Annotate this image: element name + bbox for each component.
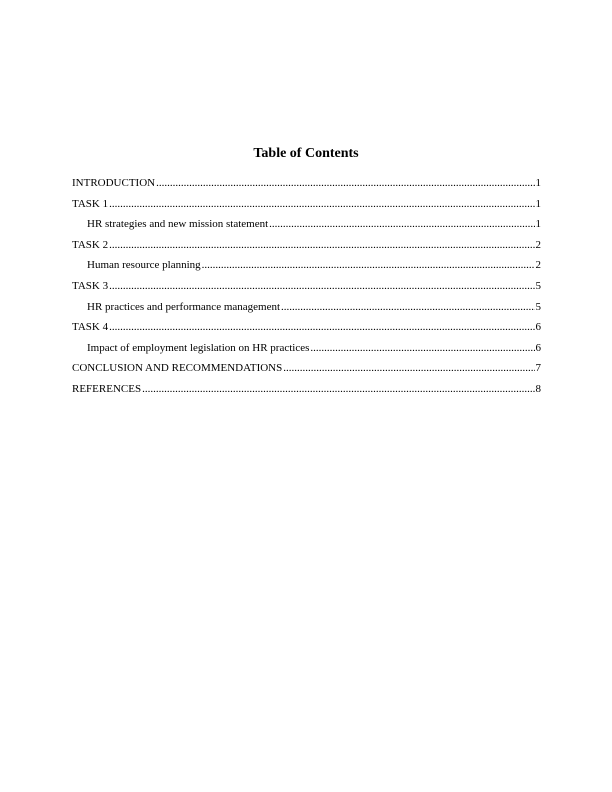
toc-entry-page-number: 2 — [535, 259, 541, 272]
toc-entry-page-number: 8 — [535, 382, 541, 395]
toc-entry-page-number: 1 — [535, 218, 541, 231]
toc-entry-page-number: 1 — [535, 177, 541, 189]
toc-entry-conclusion[interactable] — [72, 361, 541, 382]
toc-entry-task-1[interactable] — [72, 197, 541, 218]
toc-entry-introduction[interactable] — [72, 176, 541, 197]
toc-entry-label: TASK 3 — [72, 279, 109, 292]
toc-entry-page-number: 1 — [535, 197, 541, 210]
toc-dot-leader — [109, 320, 534, 334]
toc-dot-leader — [202, 258, 535, 272]
toc-entry-task-4[interactable] — [72, 320, 541, 341]
toc-entry-hr-practices[interactable] — [72, 300, 541, 321]
toc-entry-label: INTRODUCTION — [72, 177, 156, 189]
toc-entry-label: TASK 4 — [72, 321, 109, 334]
toc-entry-page-number: 7 — [535, 362, 541, 375]
toc-entry-label: Human resource planning — [87, 259, 201, 272]
toc-entry-page-number: 6 — [535, 341, 541, 354]
toc-entry-page-number: 5 — [535, 300, 541, 313]
toc-dot-leader — [109, 238, 534, 252]
toc-entry-page-number: 6 — [535, 321, 541, 334]
toc-entry-label: Impact of employment legislation on HR practices — [87, 341, 310, 354]
toc-entry-label: HR strategies and new mission statement — [87, 218, 269, 231]
toc-entry-task-2[interactable] — [72, 238, 541, 259]
toc-entry-task-3[interactable] — [72, 279, 541, 300]
toc-dot-leader — [283, 361, 534, 375]
toc-dot-leader — [109, 279, 534, 293]
toc-dot-leader — [156, 176, 534, 190]
toc-entry-employment-legislation[interactable] — [72, 341, 541, 362]
toc-entry-label: CONCLUSION AND RECOMMENDATIONS — [72, 362, 283, 375]
toc-dot-leader — [269, 217, 534, 231]
toc-entry-hr-strategies[interactable] — [72, 217, 541, 238]
toc-dot-leader — [109, 197, 534, 211]
toc-entry-label: TASK 2 — [72, 238, 109, 251]
toc-entry-label: TASK 1 — [72, 197, 109, 210]
toc-dot-leader — [310, 341, 534, 355]
toc-entry-page-number: 2 — [535, 238, 541, 251]
toc-entry-label: REFERENCES — [72, 382, 142, 395]
toc-entry-page-number: 5 — [535, 279, 541, 292]
toc-entry-label: HR practices and performance management — [87, 300, 281, 313]
toc-list — [72, 176, 541, 403]
toc-title: Table of Contents — [253, 146, 359, 161]
toc-entry-references[interactable] — [72, 382, 541, 403]
toc-dot-leader — [142, 382, 534, 396]
toc-dot-leader — [281, 300, 534, 314]
toc-entry-human-resource-planning[interactable] — [72, 258, 541, 279]
